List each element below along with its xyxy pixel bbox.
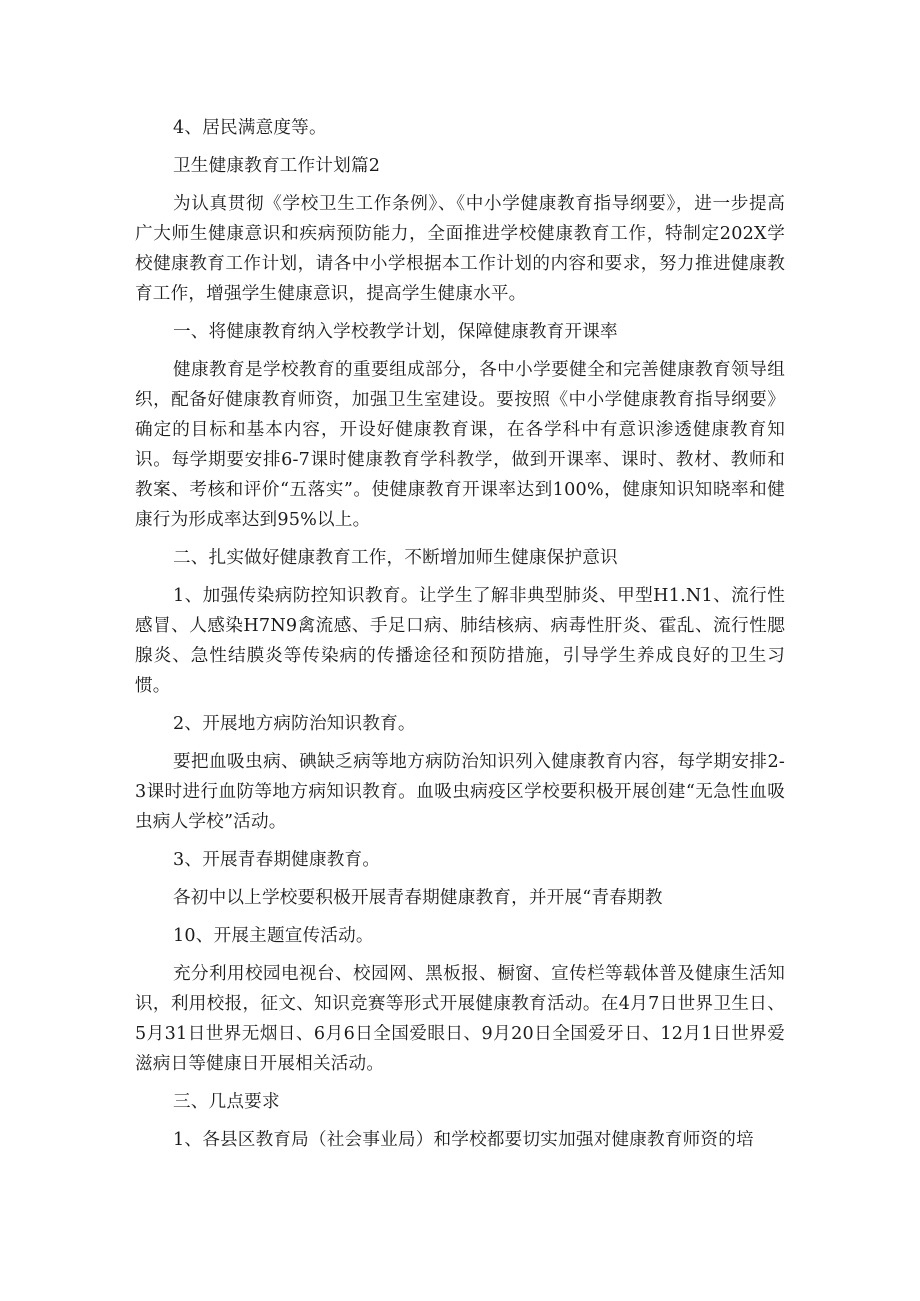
heading-three: 三、几点要求 bbox=[173, 1092, 280, 1112]
paragraph-adolescent-health: 各初中以上学校要积极开展青春期健康教育，并开展“青春期教 bbox=[173, 888, 663, 908]
document-body bbox=[135, 113, 785, 1155]
intro-paragraph: 为认真贯彻《学校卫生工作条例》、《中小学健康教育指导纲要》，进一步提高广大师生健康意识和疾病预防能力，全面推进学校健康教育工作，特制定202X学校健康教育工作计划，请各中小学根据本工作计划的内容和要求，努力推进健康教育工作，增强学生健康意识，提高学生健康水平。 bbox=[135, 194, 785, 304]
paragraph-endemic-disease: 要把血吸虫病、碘缺乏病等地方病防治知识列入健康教育内容，每学期安排2-3课时进行血防等地方病知识教育。血吸虫病疫区学校要积极开展创建“无急性血吸虫病人学校”活动。 bbox=[135, 752, 785, 832]
paragraph-requirements-1: 1、各县区教育局（社会事业局）和学校都要切实加强对健康教育师资的培 bbox=[173, 1130, 754, 1150]
subheading-endemic-disease: 2、开展地方病防治知识教育。 bbox=[173, 714, 416, 734]
subheading-theme-campaign: 10、开展主题宣传活动。 bbox=[173, 926, 374, 946]
paragraph-health-education-part: 健康教育是学校教育的重要组成部分，各中小学要健全和完善健康教育领导组织，配备好健康教育师资，加强卫生室建设。要按照《中小学健康教育指导纲要》确定的目标和基本内容，开设好健康教育课，在各学科中有意识渗透健康教育知识。每学期要安排6-7课时健康教育学科教学，做到开课率、课时、教材、教师和教案、考核和评价“五落实”。使健康教育开课率达到100%，健康知识知晓率和健康行为形成率达到95%以上。 bbox=[135, 360, 785, 530]
section-title-plan-2: 卫生健康教育工作计划篇2 bbox=[173, 156, 381, 176]
list-item-residents-satisfaction: 4、居民满意度等。 bbox=[173, 118, 327, 138]
paragraph-infectious-disease: 1、加强传染病防控知识教育。让学生了解非典型肺炎、甲型H1.N1、流行性感冒、人感染H7N9禽流感、手足口病、肺结核病、病毒性肝炎、霍乱、流行性腮腺炎、急性结膜炎等传染病的传播途径和预防措施，引导学生养成良好的卫生习惯。 bbox=[135, 586, 785, 696]
heading-one: 一、将健康教育纳入学校教学计划，保障健康教育开课率 bbox=[173, 322, 618, 342]
subheading-adolescent-health: 3、开展青春期健康教育。 bbox=[173, 850, 381, 870]
paragraph-theme-campaign: 充分利用校园电视台、校园网、黑板报、橱窗、宣传栏等载体普及健康生活知识，利用校报，征文、知识竞赛等形式开展健康教育活动。在4月7日世界卫生日、5月31日世界无烟日、6月6日全国爱眼日、9月20日全国爱牙日、12月1日世界爱滋病日等健康日开展相关活动。 bbox=[135, 964, 785, 1074]
heading-two: 二、扎实做好健康教育工作，不断增加师生健康保护意识 bbox=[173, 548, 618, 568]
